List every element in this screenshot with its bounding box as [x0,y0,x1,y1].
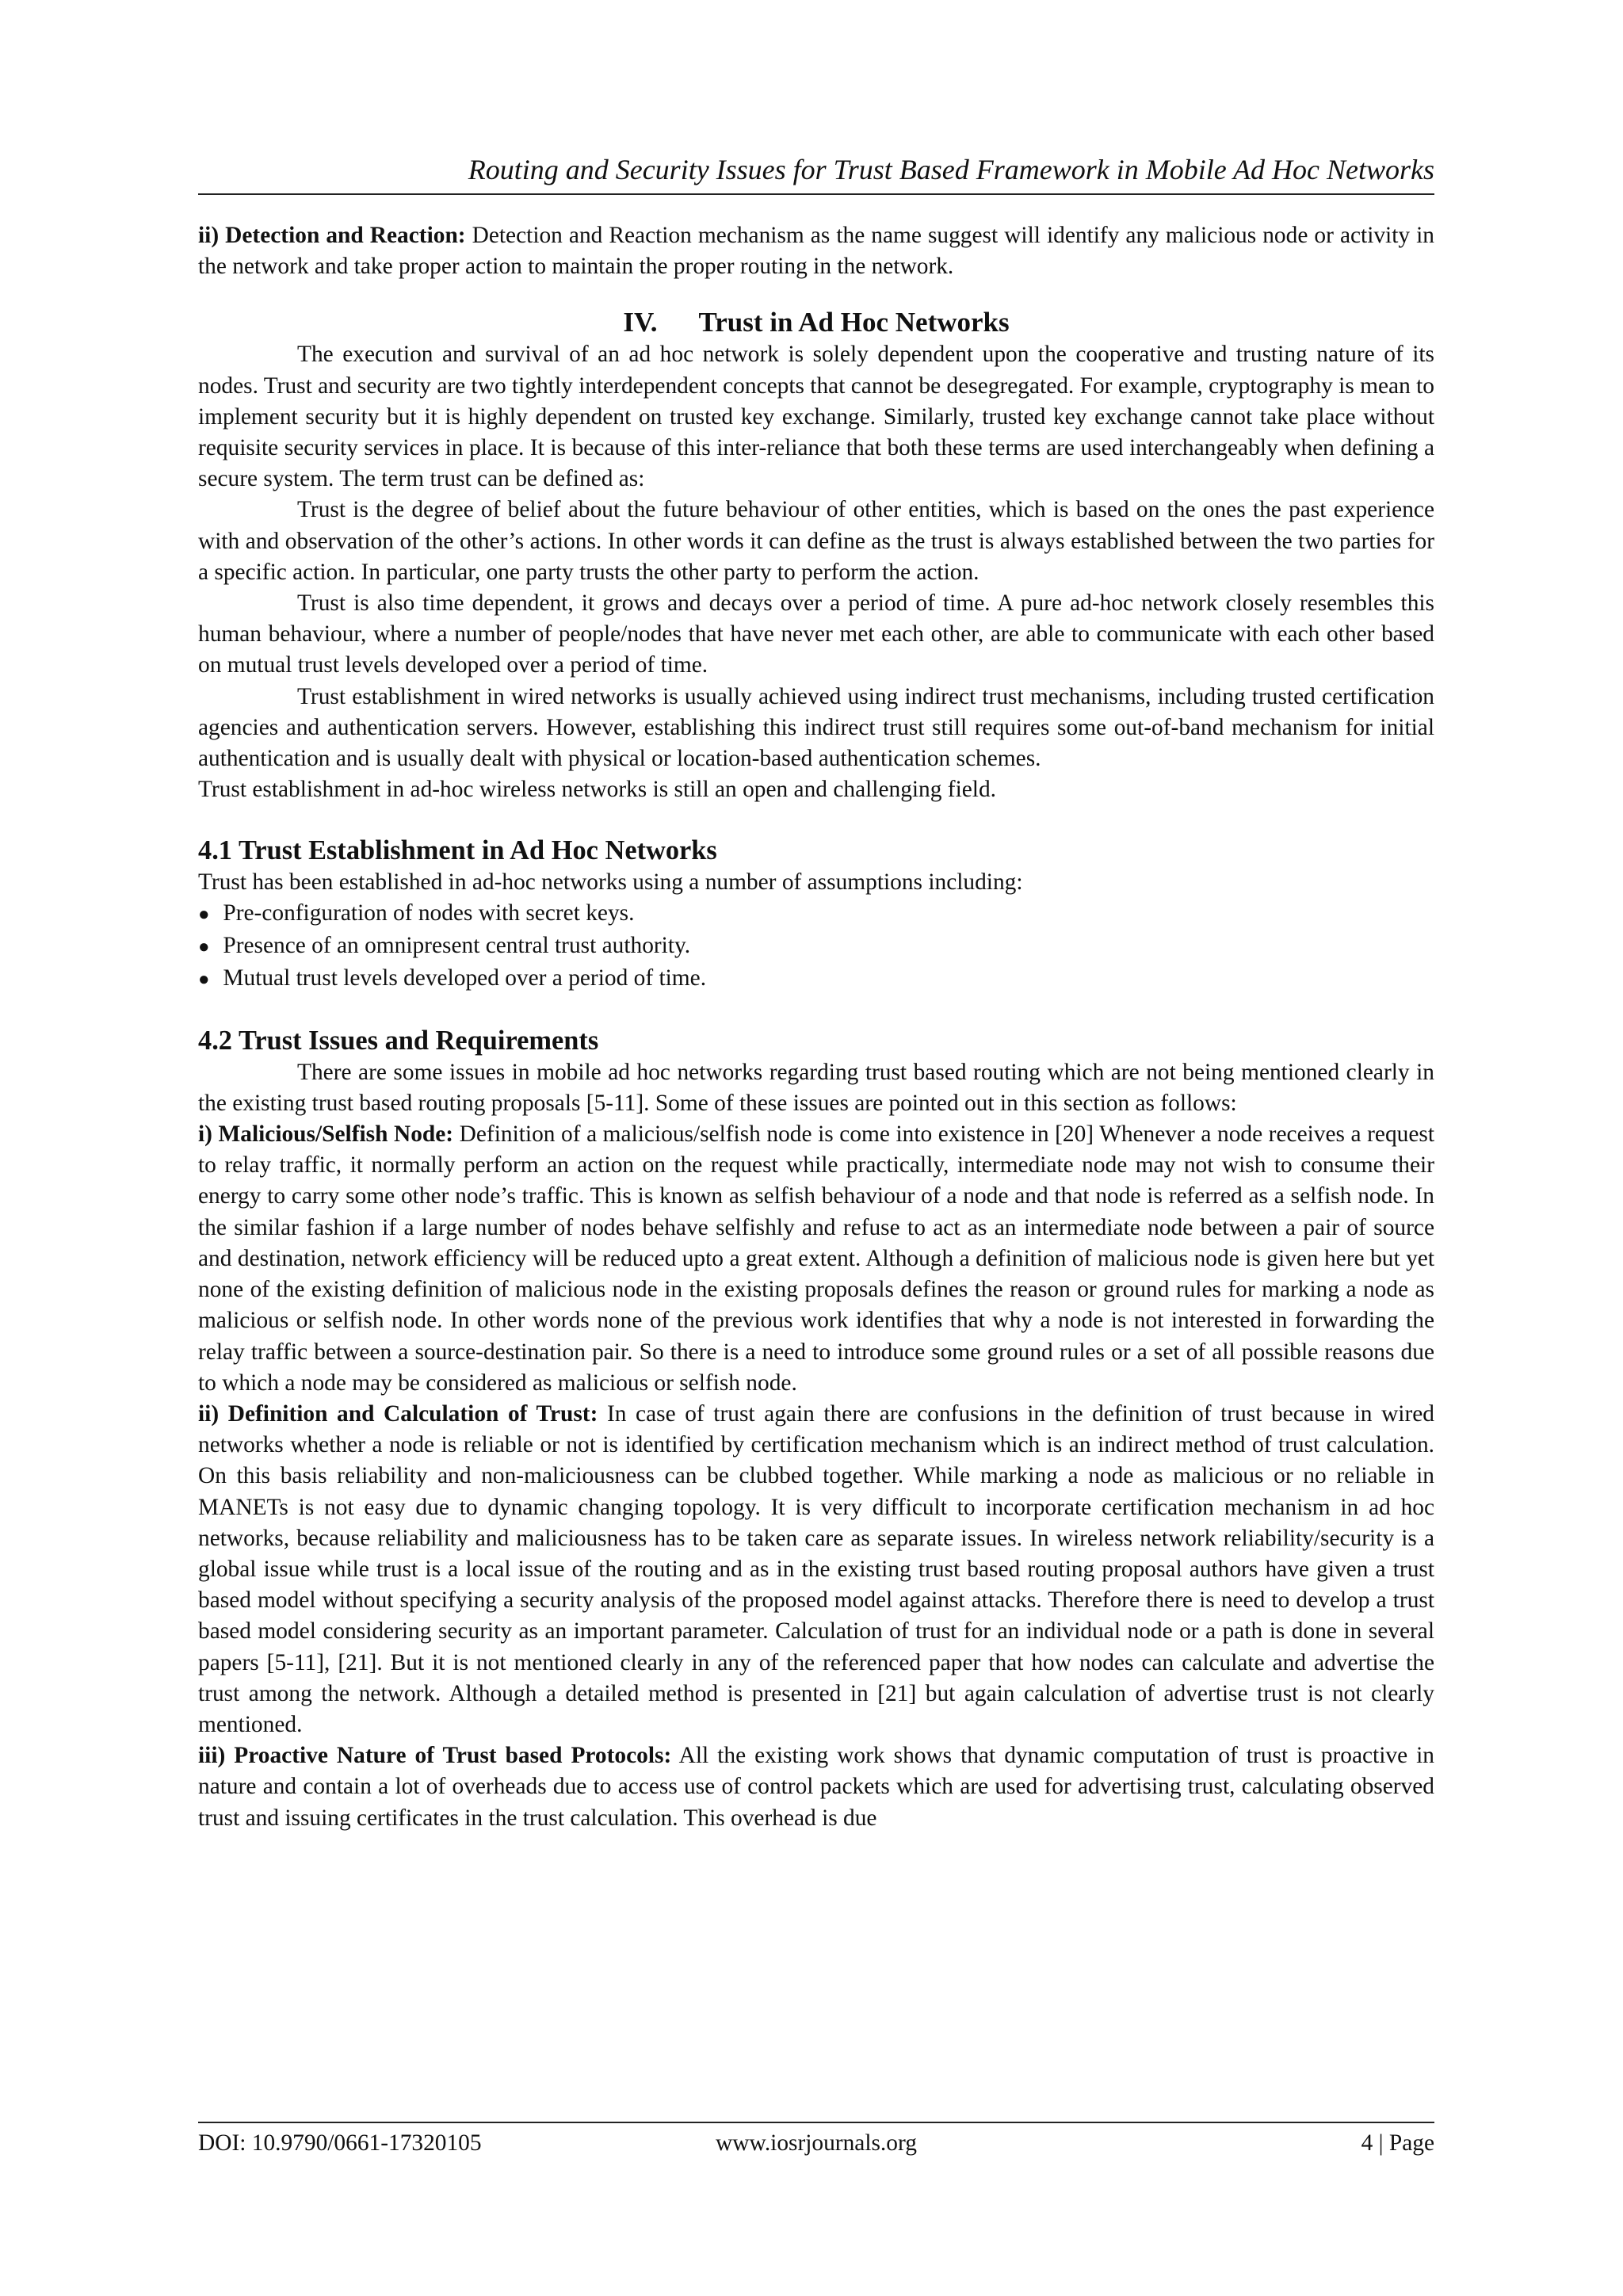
issue-text: In case of trust again there are confusions in the definition of trust because in wired networks whether a node is reliable or not is identified by certification mechanism which is an indirect method of trust calculation. On this basis reliability and non-maliciousness can be clubbed together. While marking a node as malicious or no reliable in MANETs is not easy due to dynamic changing topology. It is very difficult to incorporate certification mechanism in ad hoc networks, because reliability and maliciousness has to be taken care as separate issues. In wireless network reliability/security is a global issue while trust is a local issue of the routing and as in the existing trust based routing proposal authors have given a trust based model without specifying a security analysis of the proposed model against attacks. Therefore there is need to develop a trust based model considering security as an important parameter. Calculation of trust for an individual node or a path is done in several papers [5-11], [21]. But it is not mentioned clearly in any of the referenced paper that how nodes can calculate and advertise the trust among the network. Although a detailed method is presented in [21] but again calculation of advertise trust is not clearly mentioned. [198,1400,1434,1737]
bullet-icon: ● [198,969,210,991]
bullet-icon: ● [198,937,210,958]
header-rule [198,193,1434,195]
issue-label: iii) Proactive Nature of Trust based Protocols: [198,1743,672,1769]
issue-malicious-selfish-node [198,1119,1434,1399]
issue-label: ii) Definition and Calculation of Trust: [198,1400,598,1427]
issue-definition-calculation-trust [198,1399,1434,1740]
footer-rule [198,2122,1434,2123]
list-item: ● Mutual trust levels developed over a period of time. [198,963,1434,995]
page-footer [198,2127,1434,2159]
page-body [198,220,1434,1834]
footer-page-number: 4 | Page [1361,2130,1434,2156]
section-4-paragraph-4: Trust establishment in wired networks is usually achieved using indirect trust mechanisms, including trusted certification agencies and authentication servers. However, establishing this indirect trust still requires some out-of-band mechanism for initial authentication and is usually dealt with physical or location-based authentication schemes. [198,683,1434,772]
section-4-2-heading: 4.2 Trust Issues and Requirements [198,1026,599,1056]
section-4-heading [198,306,1434,339]
section-4-paragraph-1: The execution and survival of an ad hoc network is solely dependent upon the cooperative and trusting nature of its nodes. Trust and security are two tightly interdependent concepts that cannot be desegregated. For example, cryptography is mean to implement security but it is highly dependent on trusted key exchange. Similarly, trusted key exchange cannot take place without requisite security services in place. It is because of this inter-reliance that both these terms are used interchangeably when defining a secure system. The term trust can be defined as: [198,342,1434,492]
section-4-number: IV. [623,307,658,338]
detection-reaction-label: ii) Detection and Reaction: [198,223,466,248]
bullet-icon: ● [198,904,210,925]
footer-website: www.iosrjournals.org [716,2130,917,2156]
list-item: ● Pre-configuration of nodes with secret keys. [198,898,1434,930]
detection-reaction-paragraph [198,220,1434,282]
issue-text: All the existing work shows that dynamic computation of trust is proactive in nature and contain a lot of overheads due to access use of control packets which are used for advertising trust, calculating observed trust and issuing certificates in the trust calculation. This overhead is due [198,1743,1434,1831]
section-4-closing: Trust establishment in ad-hoc wireless networks is still an open and challenging field. [198,777,997,803]
section-4-2-intro: There are some issues in mobile ad hoc networks regarding trust based routing which are not being mentioned clearly in the existing trust based routing proposals [5-11]. Some of these issues are pointed out in this section as follows: [198,1059,1434,1116]
section-4-paragraph-2: Trust is the degree of belief about the future behaviour of other entities, which is based on the ones the past experience with and observation of the other’s actions. In other words it can define as the trust is always established between the two parties for a specific action. In particular, one party trusts the other party to perform the action. [198,497,1434,585]
section-4-1-lead: Trust has been established in ad-hoc networks using a number of assumptions including: [198,869,1023,895]
footer-doi: DOI: 10.9790/0661-17320105 [198,2130,482,2156]
running-header: Routing and Security Issues for Trust Based Framework in Mobile Ad Hoc Networks [468,154,1434,185]
detection-reaction-text: Detection and Reaction mechanism as the name suggest will identify any malicious node or activity in the network and take proper action to maintain the proper routing in the network. [198,223,1434,280]
section-4-title: Trust in Ad Hoc Networks [698,307,1010,338]
section-4-paragraph-3: Trust is also time dependent, it grows and decays over a period of time. A pure ad-hoc network closely resembles this human behaviour, where a number of people/nodes that have never met each other, are able to communicate with each other based on mutual trust levels developed over a period of time. [198,590,1434,678]
assumptions-list [198,898,1434,996]
list-item: ● Presence of an omnipresent central trust authority. [198,930,1434,963]
section-4-1-heading: 4.1 Trust Establishment in Ad Hoc Networks [198,835,717,866]
issue-proactive-nature [198,1740,1434,1834]
issue-text: Definition of a malicious/selfish node is come into existence in [20] Whenever a node receives a request to relay traffic, it normally perform an action on the request while practically, intermediate node may not wish to consume their energy to carry some other node’s traffic. This is known as selfish behaviour of a node and that node is referred as a selfish node. In the similar fashion if a large number of nodes behave selfishly and refuse to act as an intermediate node between a pair of source and destination, network efficiency will be reduced upto a great extent. Although a definition of malicious node is given here but yet none of the existing definition of malicious node in the existing proposals defines the reason or ground rules for marking a node as malicious or selfish node. In other words none of the previous work identifies that why a node is not interested in forwarding the relay traffic between a source-destination pair. So there is a need to introduce some ground rules or a set of all possible reasons due to which a node may be considered as malicious or selfish node. [198,1121,1434,1396]
issue-label: i) Malicious/Selfish Node: [198,1121,454,1148]
